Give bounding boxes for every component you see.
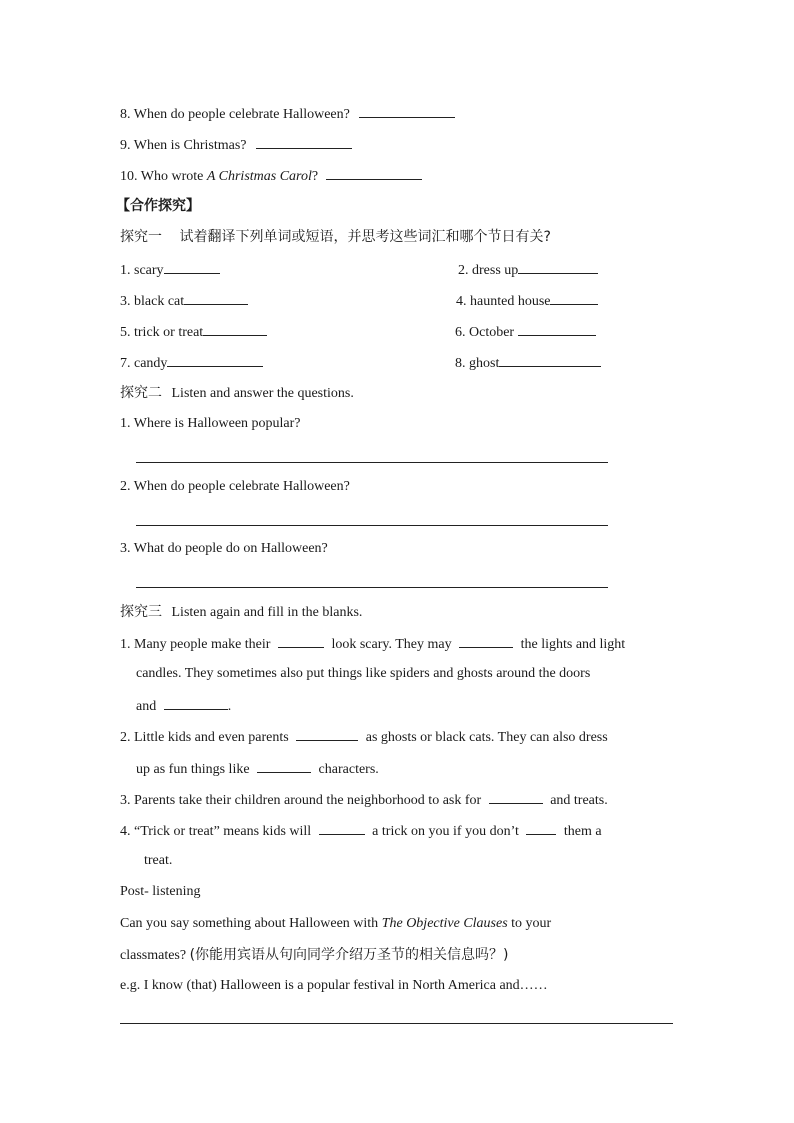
answer-blank[interactable] <box>459 634 513 648</box>
answer-blank[interactable] <box>489 790 543 804</box>
answer-blank[interactable] <box>256 135 352 149</box>
fill-sentence-4: 4. “Trick or treat” means kids will a trick on you if you don’t them a <box>120 821 602 841</box>
task2-heading: 探究二 Listen and answer the questions. <box>120 385 354 401</box>
section-title: 【合作探究】 <box>116 198 200 214</box>
example-sentence: e.g. I know (that) Halloween is a popular festival in North America and…… <box>120 978 548 993</box>
answer-blank[interactable] <box>164 696 228 710</box>
answer-blank[interactable] <box>184 291 248 305</box>
post-listening-title: Post- listening <box>120 884 201 899</box>
answer-blank[interactable] <box>203 322 267 336</box>
task2-question-3: 3. What do people do on Halloween? <box>120 541 328 556</box>
review-question-10: 10. Who wrote A Christmas Carol? <box>120 166 422 186</box>
answer-blank[interactable] <box>257 759 311 773</box>
vocab-item: 4. haunted house <box>456 291 598 311</box>
answer-blank[interactable] <box>278 634 324 648</box>
fill-sentence-2-cont: up as fun things like characters. <box>136 759 379 779</box>
answer-blank[interactable] <box>518 260 598 274</box>
review-question-9: 9. When is Christmas? <box>120 135 352 155</box>
answer-line[interactable] <box>120 1023 673 1024</box>
answer-line[interactable] <box>136 587 608 588</box>
answer-blank[interactable] <box>526 821 556 835</box>
task2-question-1: 1. Where is Halloween popular? <box>120 416 301 431</box>
answer-blank[interactable] <box>167 353 263 367</box>
fill-sentence-3: 3. Parents take their children around the neighborhood to ask for and treats. <box>120 790 608 810</box>
vocab-item: 1. scary <box>120 260 220 280</box>
fill-sentence-1: 1. Many people make their look scary. They may the lights and light <box>120 634 625 654</box>
vocab-item: 5. trick or treat <box>120 322 267 342</box>
answer-blank[interactable] <box>499 353 601 367</box>
answer-blank[interactable] <box>518 322 596 336</box>
answer-blank[interactable] <box>164 260 220 274</box>
fill-sentence-1-end: and . <box>136 696 231 716</box>
task3-heading: 探究三 Listen again and fill in the blanks. <box>120 604 363 620</box>
answer-blank[interactable] <box>550 291 598 305</box>
task2-question-2: 2. When do people celebrate Halloween? <box>120 479 350 494</box>
fill-sentence-2: 2. Little kids and even parents as ghosts or black cats. They can also dress <box>120 727 608 747</box>
vocab-item: 6. October <box>455 322 596 342</box>
vocab-item: 3. black cat <box>120 291 248 311</box>
answer-line[interactable] <box>136 462 608 463</box>
answer-line[interactable] <box>136 525 608 526</box>
answer-blank[interactable] <box>359 104 455 118</box>
post-listening-prompt-cont: classmates? (你能用宾语从句向同学介绍万圣节的相关信息吗？) <box>120 947 509 963</box>
post-listening-prompt: Can you say something about Halloween with The Objective Clauses to your <box>120 916 552 931</box>
vocab-item: 8. ghost <box>455 353 601 373</box>
fill-sentence-1-cont: candles. They sometimes also put things like spiders and ghosts around the doors <box>136 666 591 681</box>
answer-blank[interactable] <box>319 821 365 835</box>
task1-heading: 探究一 试着翻译下列单词或短语，并思考这些词汇和哪个节日有关? <box>120 229 551 245</box>
review-question-8: 8. When do people celebrate Halloween? <box>120 104 455 124</box>
answer-blank[interactable] <box>296 727 358 741</box>
vocab-item: 7. candy <box>120 353 263 373</box>
vocab-item: 2. dress up <box>458 260 598 280</box>
answer-blank[interactable] <box>326 166 422 180</box>
fill-sentence-4-cont: treat. <box>144 853 173 868</box>
